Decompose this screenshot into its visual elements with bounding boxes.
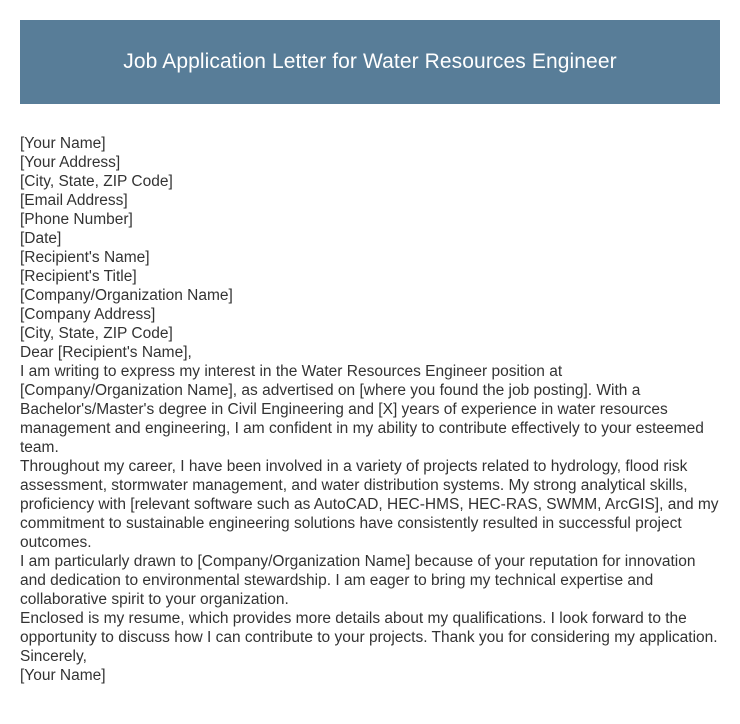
- sender-phone: [Phone Number]: [20, 211, 133, 228]
- letter-body: [20, 134, 725, 685]
- paragraph-closing: Enclosed is my resume, which provides more details about my qualifications. I look forward to the opportunity to discuss how I can contribute to your projects. Thank you for considering my application.: [20, 610, 718, 646]
- letter-date: [Date]: [20, 230, 62, 247]
- recipient-title: [Recipient's Title]: [20, 268, 137, 285]
- sender-address: [Your Address]: [20, 154, 121, 171]
- paragraph-motivation: I am particularly drawn to [Company/Organization Name] because of your reputation for innovation and dedication to environmental stewardship. I am eager to bring my technical expertise and collaborative spirit to your organization.: [20, 553, 696, 608]
- recipient-name: [Recipient's Name]: [20, 249, 150, 266]
- closing: Sincerely,: [20, 648, 87, 665]
- page-header: [20, 20, 720, 104]
- sender-name: [Your Name]: [20, 135, 106, 152]
- recipient-city-state-zip: [City, State, ZIP Code]: [20, 325, 173, 342]
- recipient-company: [Company/Organization Name]: [20, 287, 233, 304]
- signature: [Your Name]: [20, 667, 106, 684]
- recipient-block: [20, 248, 725, 343]
- sender-block: [20, 134, 725, 248]
- sender-email: [Email Address]: [20, 192, 128, 209]
- paragraph-experience: Throughout my career, I have been involved in a variety of projects related to hydrology, flood risk assessment, stormwater management, and water distribution systems. My strong analytical skills, proficiency with [relevant software such as AutoCAD, HEC-HMS, HEC-RAS, SWMM, ArcGIS], and my commitment to sustainable engineering solutions have consistently resulted in successful project outcomes.: [20, 458, 719, 551]
- page-title: Job Application Letter for Water Resources Engineer: [123, 50, 617, 73]
- sender-city-state-zip: [City, State, ZIP Code]: [20, 173, 173, 190]
- paragraph-intro: I am writing to express my interest in the Water Resources Engineer position at [Company/Organization Name], as advertised on [where you found the job posting]. With a Bachelor's/Master's degree in Civil Engineering and [X] years of experience in water resources management and engineering, I am confident in my ability to contribute effectively to your esteemed team.: [20, 363, 704, 456]
- recipient-address: [Company Address]: [20, 306, 156, 323]
- salutation: Dear [Recipient's Name],: [20, 344, 192, 361]
